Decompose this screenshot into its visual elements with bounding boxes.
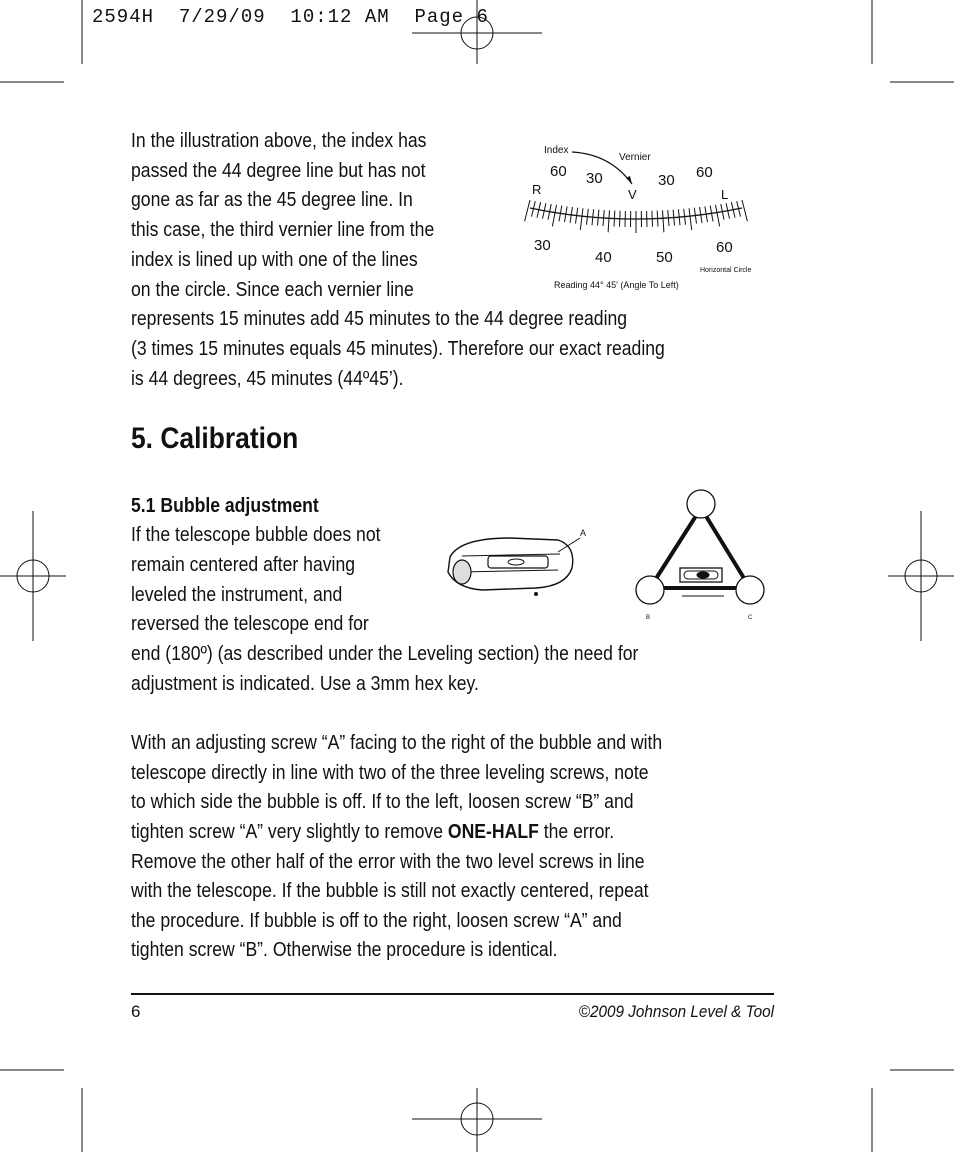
screw-label-a: A bbox=[580, 528, 587, 538]
scale-tick bbox=[663, 210, 664, 232]
text-line: the procedure. If bubble is off to the right, loosen screw “A” and bbox=[131, 910, 622, 932]
text-line: with the telescope. If the bubble is still not exactly centered, repeat bbox=[131, 880, 649, 902]
scale-tick bbox=[716, 205, 720, 227]
side-label-r: R bbox=[532, 182, 542, 197]
telescope-bubble-figure bbox=[440, 522, 592, 602]
scale-tick bbox=[689, 208, 692, 230]
scale-tick bbox=[598, 210, 599, 226]
copyright-notice: ©2009 Johnson Level & Tool bbox=[578, 1002, 774, 1021]
text-line: passed the 44 degree line but has not bbox=[131, 160, 426, 182]
scale-tick bbox=[603, 210, 604, 226]
text-line: (3 times 15 minutes equals 45 minutes). Therefore our exact reading bbox=[131, 338, 665, 360]
leveling-screw-top bbox=[687, 490, 715, 518]
section-title: 5. Calibration bbox=[131, 422, 299, 455]
text-line: on the circle. Since each vernier line bbox=[131, 279, 414, 301]
subsection-title: 5.1 Bubble adjustment bbox=[131, 495, 319, 517]
scale-tick bbox=[580, 208, 583, 230]
footer-rule bbox=[131, 993, 774, 995]
text-line: Remove the other half of the error with the two level screws in line bbox=[131, 851, 645, 873]
index-label: Index bbox=[544, 145, 569, 156]
emphasis-one-half: ONE-HALF bbox=[447, 821, 539, 843]
text-line: With an adjusting screw “A” facing to the right of the bubble and with bbox=[131, 732, 663, 754]
leveling-screws-figure bbox=[628, 486, 770, 624]
text-line: gone as far as the 45 degree line. In bbox=[131, 189, 413, 211]
vernier-number: 30 bbox=[586, 170, 603, 187]
bubble-vial bbox=[488, 556, 548, 568]
circle-number: 40 bbox=[595, 249, 612, 266]
vernier-number: 60 bbox=[550, 163, 567, 180]
text-line: If the telescope bubble does not bbox=[131, 524, 381, 546]
circle-number: 30 bbox=[534, 237, 551, 254]
text-line: represents 15 minutes add 45 minutes to the 44 degree reading bbox=[131, 308, 628, 330]
horizontal-circle-label: Horizontal Circle bbox=[700, 267, 752, 274]
vernier-number: 60 bbox=[696, 164, 713, 181]
vernier-label: Vernier bbox=[619, 152, 651, 163]
scale-tick bbox=[552, 205, 556, 227]
scale-tick bbox=[652, 211, 653, 227]
text-line: leveled the instrument, and bbox=[131, 584, 343, 606]
text-line: telescope directly in line with two of the three leveling screws, note bbox=[131, 762, 649, 784]
text-line: remain centered after having bbox=[131, 554, 356, 576]
scale-tick bbox=[525, 200, 530, 221]
text-line: In the illustration above, the index has bbox=[131, 130, 427, 152]
center-mark-v: V bbox=[628, 187, 637, 202]
scale-tick bbox=[673, 210, 674, 226]
text-line: index is lined up with one of the lines bbox=[131, 249, 418, 271]
text-line bbox=[131, 818, 614, 848]
text-segment: the error. bbox=[538, 821, 615, 843]
scale-tick bbox=[668, 210, 669, 226]
vernier-scale-figure bbox=[520, 138, 770, 296]
text-line: reversed the telescope end for bbox=[131, 613, 369, 635]
text-line: end (180º) (as described under the Leveling section) the need for bbox=[131, 643, 639, 665]
scale-tick bbox=[742, 200, 747, 221]
screw-label-b: B bbox=[646, 615, 651, 621]
leveling-screw-b bbox=[636, 576, 664, 604]
reading-caption: Reading 44° 45' (Angle To Left) bbox=[554, 280, 679, 290]
side-label-l: L bbox=[721, 187, 729, 202]
screw-label-c: C bbox=[748, 615, 753, 621]
circle-number: 50 bbox=[656, 249, 673, 266]
circle-number: 60 bbox=[716, 239, 733, 256]
text-line: tighten screw “B”. Otherwise the procedure is identical. bbox=[131, 939, 558, 961]
print-slug: 2594H 7/29/09 10:12 AM Page 6 bbox=[92, 6, 489, 28]
scale-tick bbox=[657, 211, 658, 227]
text-line: to which side the bubble is off. If to the left, loosen screw “B” and bbox=[131, 791, 634, 813]
bubble-icon bbox=[697, 572, 709, 578]
scale-tick bbox=[608, 210, 609, 232]
text-line: adjustment is indicated. Use a 3mm hex key. bbox=[131, 673, 479, 695]
vernier-number: 30 bbox=[658, 172, 675, 189]
page-number: 6 bbox=[131, 1002, 141, 1021]
text-line: is 44 degrees, 45 minutes (44º45’). bbox=[131, 368, 404, 390]
leveling-screw-c bbox=[736, 576, 764, 604]
text-segment: tighten screw “A” very slightly to remove bbox=[131, 821, 448, 843]
scale-tick bbox=[614, 211, 615, 227]
scale-tick bbox=[620, 211, 621, 227]
scale-ticks bbox=[525, 200, 748, 233]
text-line: this case, the third vernier line from the bbox=[131, 219, 435, 241]
